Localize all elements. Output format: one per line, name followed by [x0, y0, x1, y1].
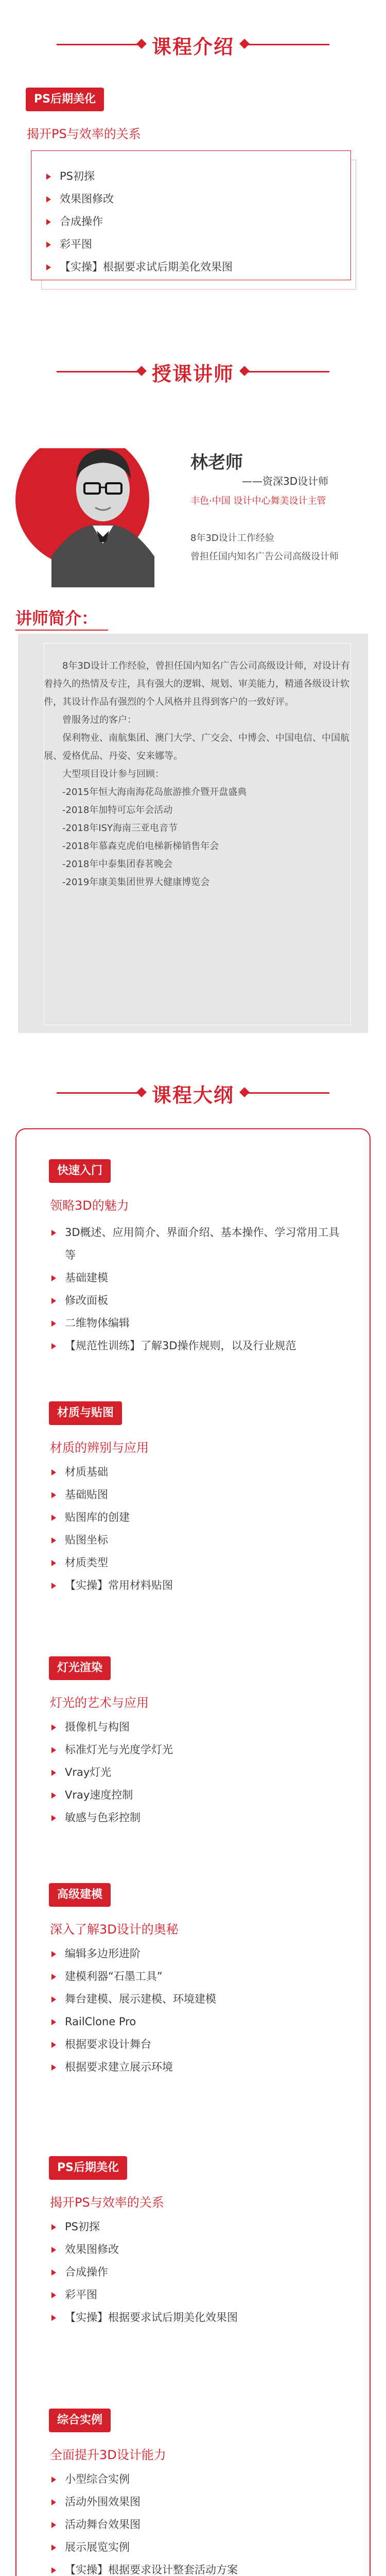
intro-list: [46, 165, 340, 278]
bio-paragraph: 大型项目设计参与回顾：: [62, 769, 164, 779]
module-subtitle: 揭开PS与效率的关系: [50, 2195, 164, 2210]
module-subtitle: 灯光的艺术与应用: [50, 1696, 149, 1710]
module-list: [51, 1716, 350, 1829]
course-intro-title: 课程介绍: [151, 36, 234, 58]
bio-text: [44, 657, 350, 891]
teacher-header: [0, 348, 386, 394]
teacher-company: 丰色·中国 设计中心舞美设计主管: [190, 496, 326, 506]
list-item: 摄像机与构图: [51, 1716, 350, 1738]
list-item: 【实操】根据要求试后期美化效果图: [51, 2306, 350, 2329]
list-item: 贴图坐标: [51, 1529, 350, 1551]
bio-paragraph: -2018年中泰集团春茗晚会: [62, 859, 173, 870]
teacher-role: ——资深3D设计师: [242, 475, 329, 487]
bio-paragraph: -2018年ISY海南三亚电音节: [62, 823, 178, 834]
list-item: 材质类型: [51, 1551, 350, 1574]
intro-subtitle: 揭开PS与效率的关系: [27, 127, 141, 141]
course-intro-header: [0, 21, 386, 67]
module-tag: 高级建模: [49, 1883, 111, 1907]
intro-tag: PS后期美化: [26, 88, 104, 111]
list-item: 根据要求设计舞台: [51, 2033, 350, 2056]
module-list: [51, 1461, 350, 1597]
module-list: [51, 1221, 350, 1357]
module-subtitle: 领略3D的魅力: [50, 1198, 129, 1213]
list-item: Vray速度控制: [51, 1784, 350, 1806]
teacher-portrait: [15, 402, 190, 587]
module-subtitle: 全面提升3D设计能力: [50, 2448, 166, 2462]
list-item: Vray灯光: [51, 1761, 350, 1784]
list-item: 根据要求建立展示环境: [51, 2056, 350, 2078]
module-subtitle: 材质的辨别与应用: [50, 1440, 149, 1455]
teacher-experience: 曾担任国内知名广告公司高级设计师: [190, 551, 339, 562]
header-line-right: [242, 371, 329, 372]
outline-title: 课程大纲: [151, 1084, 234, 1107]
list-item: 基础贴图: [51, 1483, 350, 1506]
list-item: 材质基础: [51, 1461, 350, 1483]
module-tag: 材质与贴图: [49, 1401, 122, 1425]
header-line-right: [242, 1092, 329, 1094]
list-item: 彩平图: [51, 2283, 350, 2306]
list-item: 彩平图: [46, 233, 340, 256]
list-item: 【规范性训练】了解3D操作规则，以及行业规范: [51, 1334, 350, 1357]
list-item: 舞台建模、展示建模、环境建模: [51, 1988, 350, 2010]
bio-label: 讲师简介：: [15, 608, 98, 628]
teacher-title: 授课讲师: [151, 363, 234, 385]
list-item: 建模利器“石墨工具”: [51, 1965, 350, 1988]
bio-paragraph: -2018年加特可忘年会活动: [62, 805, 173, 816]
bio-paragraph: 曾服务过的客户：: [62, 715, 136, 725]
teacher-name: 林老师: [190, 452, 243, 473]
module-tag: PS后期美化: [49, 2156, 127, 2180]
list-item: PS初探: [51, 2215, 350, 2238]
bio-paragraph: 保利物业、南航集团、澳门大学、广交会、中博会、中国电信、中国航展、爱格优品、丹姿、安来娜等。: [44, 733, 349, 761]
bio-paragraph: -2018年慕森克虎伯电梯新梯销售年会: [62, 841, 219, 852]
list-item: 3D概述、应用简介、界面介绍、基本操作、学习常用工具等: [51, 1221, 350, 1266]
list-item: 【实操】根据要求设计整套活动方案: [51, 2558, 350, 2576]
module-tag: 灯光渲染: [49, 1656, 111, 1680]
list-item: 敏感与色彩控制: [51, 1806, 350, 1829]
list-item: 二维物体编辑: [51, 1312, 350, 1334]
bio-paragraph: -2019年康美集团世界大健康博览会: [62, 877, 210, 888]
list-item: 修改面板: [51, 1289, 350, 1312]
list-item: 展示展览实例: [51, 2536, 350, 2558]
bio-paragraph: 8年3D设计工作经验，曾担任国内知名广告公司高级设计师，对设计有着持久的热情及专注，具有强大的逻辑、规划、审美能力，精通各级设计软件，其设计作品有强烈的个人风格并且得到客户的一致好评。: [44, 660, 350, 707]
module-subtitle: 深入了解3D设计的奥秘: [50, 1922, 179, 1937]
list-item: PS初探: [46, 165, 340, 188]
list-item: 效果图修改: [51, 2238, 350, 2261]
list-item: 合成操作: [46, 210, 340, 233]
list-item: 活动舞台效果图: [51, 2513, 350, 2536]
list-item: 效果图修改: [46, 188, 340, 210]
list-item: 编辑多边形进阶: [51, 1942, 350, 1965]
module-tag: 综合实例: [49, 2409, 111, 2432]
list-item: RailClone Pro: [51, 2010, 350, 2033]
outline-header: [0, 1069, 386, 1115]
module-list: [51, 2468, 350, 2576]
list-item: 【实操】常用材料贴图: [51, 1574, 350, 1597]
list-item: 小型综合实例: [51, 2468, 350, 2490]
list-item: 合成操作: [51, 2261, 350, 2283]
bio-label-underline: [15, 630, 108, 631]
module-list: [51, 2215, 350, 2329]
module-list: [51, 1942, 350, 2078]
teacher-experience: 8年3D设计工作经验: [190, 533, 274, 544]
list-item: 标准灯光与光度学灯光: [51, 1738, 350, 1761]
bio-paragraph: -2015年恒大海南海花岛旅游推介暨开盘盛典: [62, 787, 247, 798]
list-item: 【实操】根据要求试后期美化效果图: [46, 256, 340, 278]
list-item: 基础建模: [51, 1266, 350, 1289]
list-item: 贴图库的创建: [51, 1506, 350, 1529]
list-item: 活动外围效果图: [51, 2490, 350, 2513]
header-line-right: [242, 44, 329, 45]
module-tag: 快速入门: [49, 1159, 111, 1183]
